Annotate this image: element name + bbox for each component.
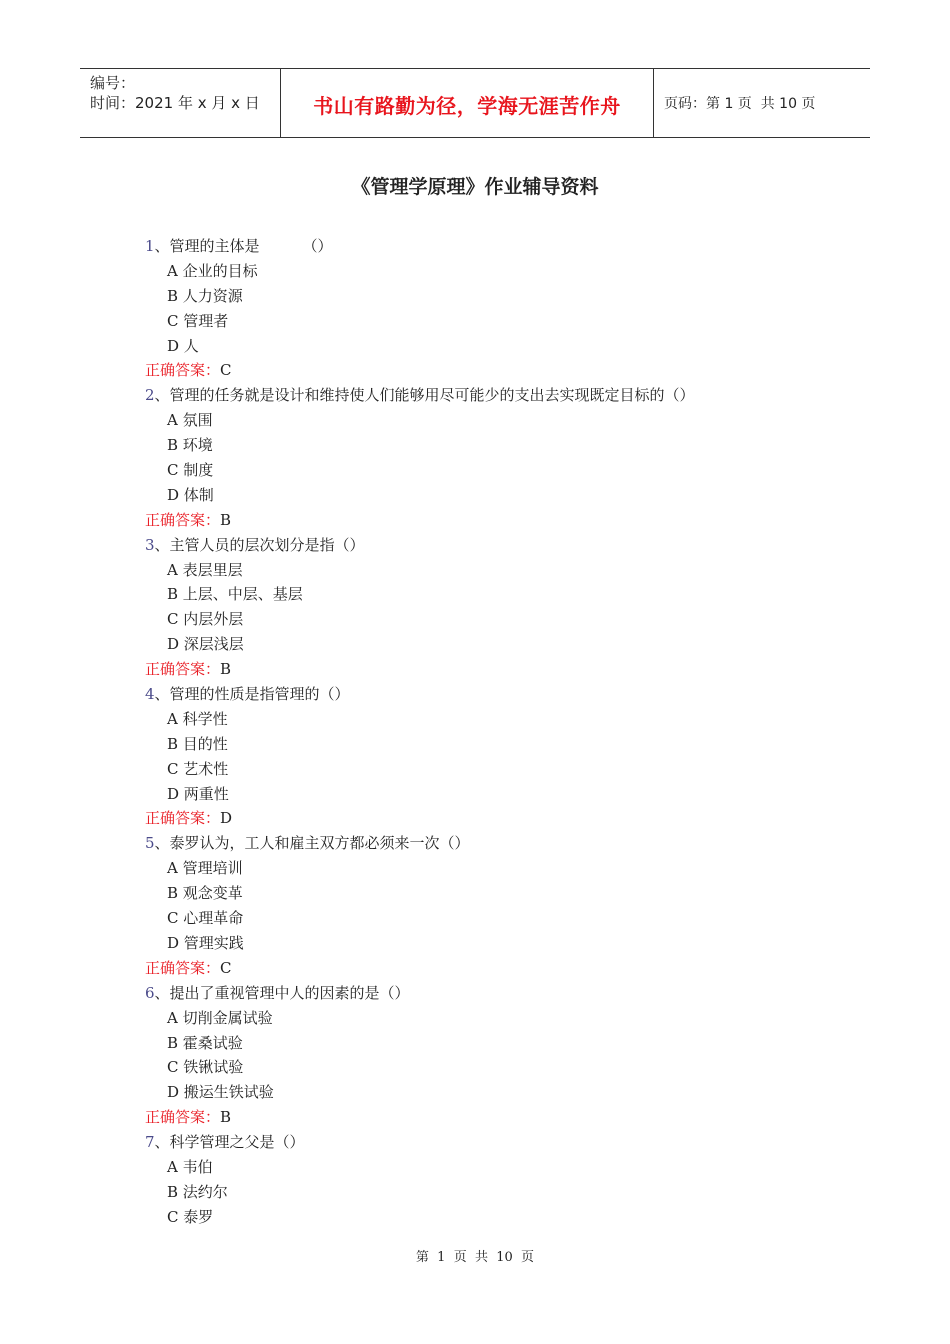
correct-answer (145, 806, 865, 831)
answer-option: D 深层浅层 (167, 635, 244, 654)
answer-option: A 表层里层 (167, 560, 243, 579)
question-number: 7 (145, 1133, 155, 1152)
correct-answer (145, 956, 865, 981)
page-header (80, 68, 870, 138)
correct-answer (145, 358, 865, 383)
question-text (145, 682, 865, 707)
question-stem: 、管理的性质是指管理的（） (154, 685, 350, 704)
answer-option: B 目的性 (167, 734, 228, 753)
answer-option: B 环境 (167, 436, 213, 455)
correct-answer-label: 正确答案： (145, 958, 221, 977)
question-stem: 、科学管理之父是（） (154, 1133, 305, 1152)
number-label: 编号： (90, 74, 136, 92)
answer-option: C 管理者 (167, 311, 229, 330)
question-stem: 、泰罗认为，工人和雇主双方都必须来一次（） (154, 834, 470, 853)
page-footer: 第 1 页 共 10 页 (415, 1250, 535, 1265)
answer-option: B 人力资源 (167, 286, 243, 305)
header-motto: 书山有路勤为径，学海无涯苦作舟 (281, 69, 654, 137)
question-text (145, 383, 865, 408)
header-page-info: 页码：第 1 页 共 10 页 (664, 96, 816, 112)
question-number: 1 (145, 237, 155, 255)
answer-option: C 铁锹试验 (167, 1058, 244, 1077)
time-label: 时间：2021 年 x 月 x 日 (90, 94, 260, 112)
answer-option: D 管理实践 (167, 933, 244, 952)
answer-option: C 艺术性 (167, 759, 229, 778)
answer-option: A 韦伯 (167, 1157, 213, 1176)
answer-option: B 观念变革 (167, 884, 243, 903)
answer-option: A 管理培训 (167, 859, 243, 878)
correct-answer-label: 正确答案： (145, 361, 221, 380)
correct-answer-value: C (220, 361, 232, 380)
question-text (145, 831, 865, 856)
answer-option: B 霍桑试验 (167, 1033, 243, 1052)
correct-answer-value: B (220, 1108, 232, 1127)
answer-option: D 搬运生铁试验 (167, 1083, 274, 1102)
answer-option: D 两重性 (167, 784, 229, 803)
question-number: 2 (145, 386, 155, 405)
answer-option: C 制度 (167, 461, 214, 480)
correct-answer-value: D (220, 809, 233, 828)
answer-option: A 切削金属试验 (167, 1008, 273, 1027)
correct-answer-label: 正确答案： (145, 1108, 221, 1127)
question-number: 4 (145, 685, 155, 704)
question-text (145, 234, 865, 259)
correct-answer-label: 正确答案： (145, 510, 221, 529)
question-stem: 、主管人员的层次划分是指（） (154, 535, 365, 554)
answer-option: C 心理革命 (167, 909, 244, 928)
answer-option: B 上层、中层、基层 (167, 585, 303, 604)
answer-option: A 企业的目标 (167, 261, 258, 280)
answer-option: A 科学性 (167, 709, 228, 728)
correct-answer-value: C (220, 958, 232, 977)
question-number: 3 (145, 535, 155, 554)
question-stem: 、管理的任务就是设计和维持使人们能够用尽可能少的支出去实现既定目标的（） (154, 386, 695, 405)
answer-option: A 氛围 (167, 411, 213, 430)
document-title: 《管理学原理》作业辅导资料 (351, 176, 599, 198)
correct-answer-value: B (220, 510, 232, 529)
answer-option: C 内层外层 (167, 610, 244, 629)
correct-answer-label: 正确答案： (145, 809, 221, 828)
correct-answer (145, 657, 865, 682)
correct-answer (145, 508, 865, 533)
question-text (145, 533, 865, 558)
answer-option: D 体制 (167, 485, 214, 504)
answer-option: B 法约尔 (167, 1182, 228, 1201)
question-text (145, 981, 865, 1006)
question-stem: 、提出了重视管理中人的因素的是（） (154, 983, 410, 1002)
answer-option: D 人 (167, 336, 199, 355)
answer-option: C 泰罗 (167, 1207, 214, 1226)
correct-answer (145, 1105, 865, 1130)
question-number: 6 (145, 983, 155, 1002)
question-number: 5 (145, 834, 155, 853)
question-list (145, 234, 865, 1230)
correct-answer-value: B (220, 660, 232, 679)
header-meta (80, 69, 281, 137)
question-stem: 、管理的主体是 （） (154, 237, 333, 255)
question-text (145, 1130, 865, 1155)
correct-answer-label: 正确答案： (145, 660, 221, 679)
